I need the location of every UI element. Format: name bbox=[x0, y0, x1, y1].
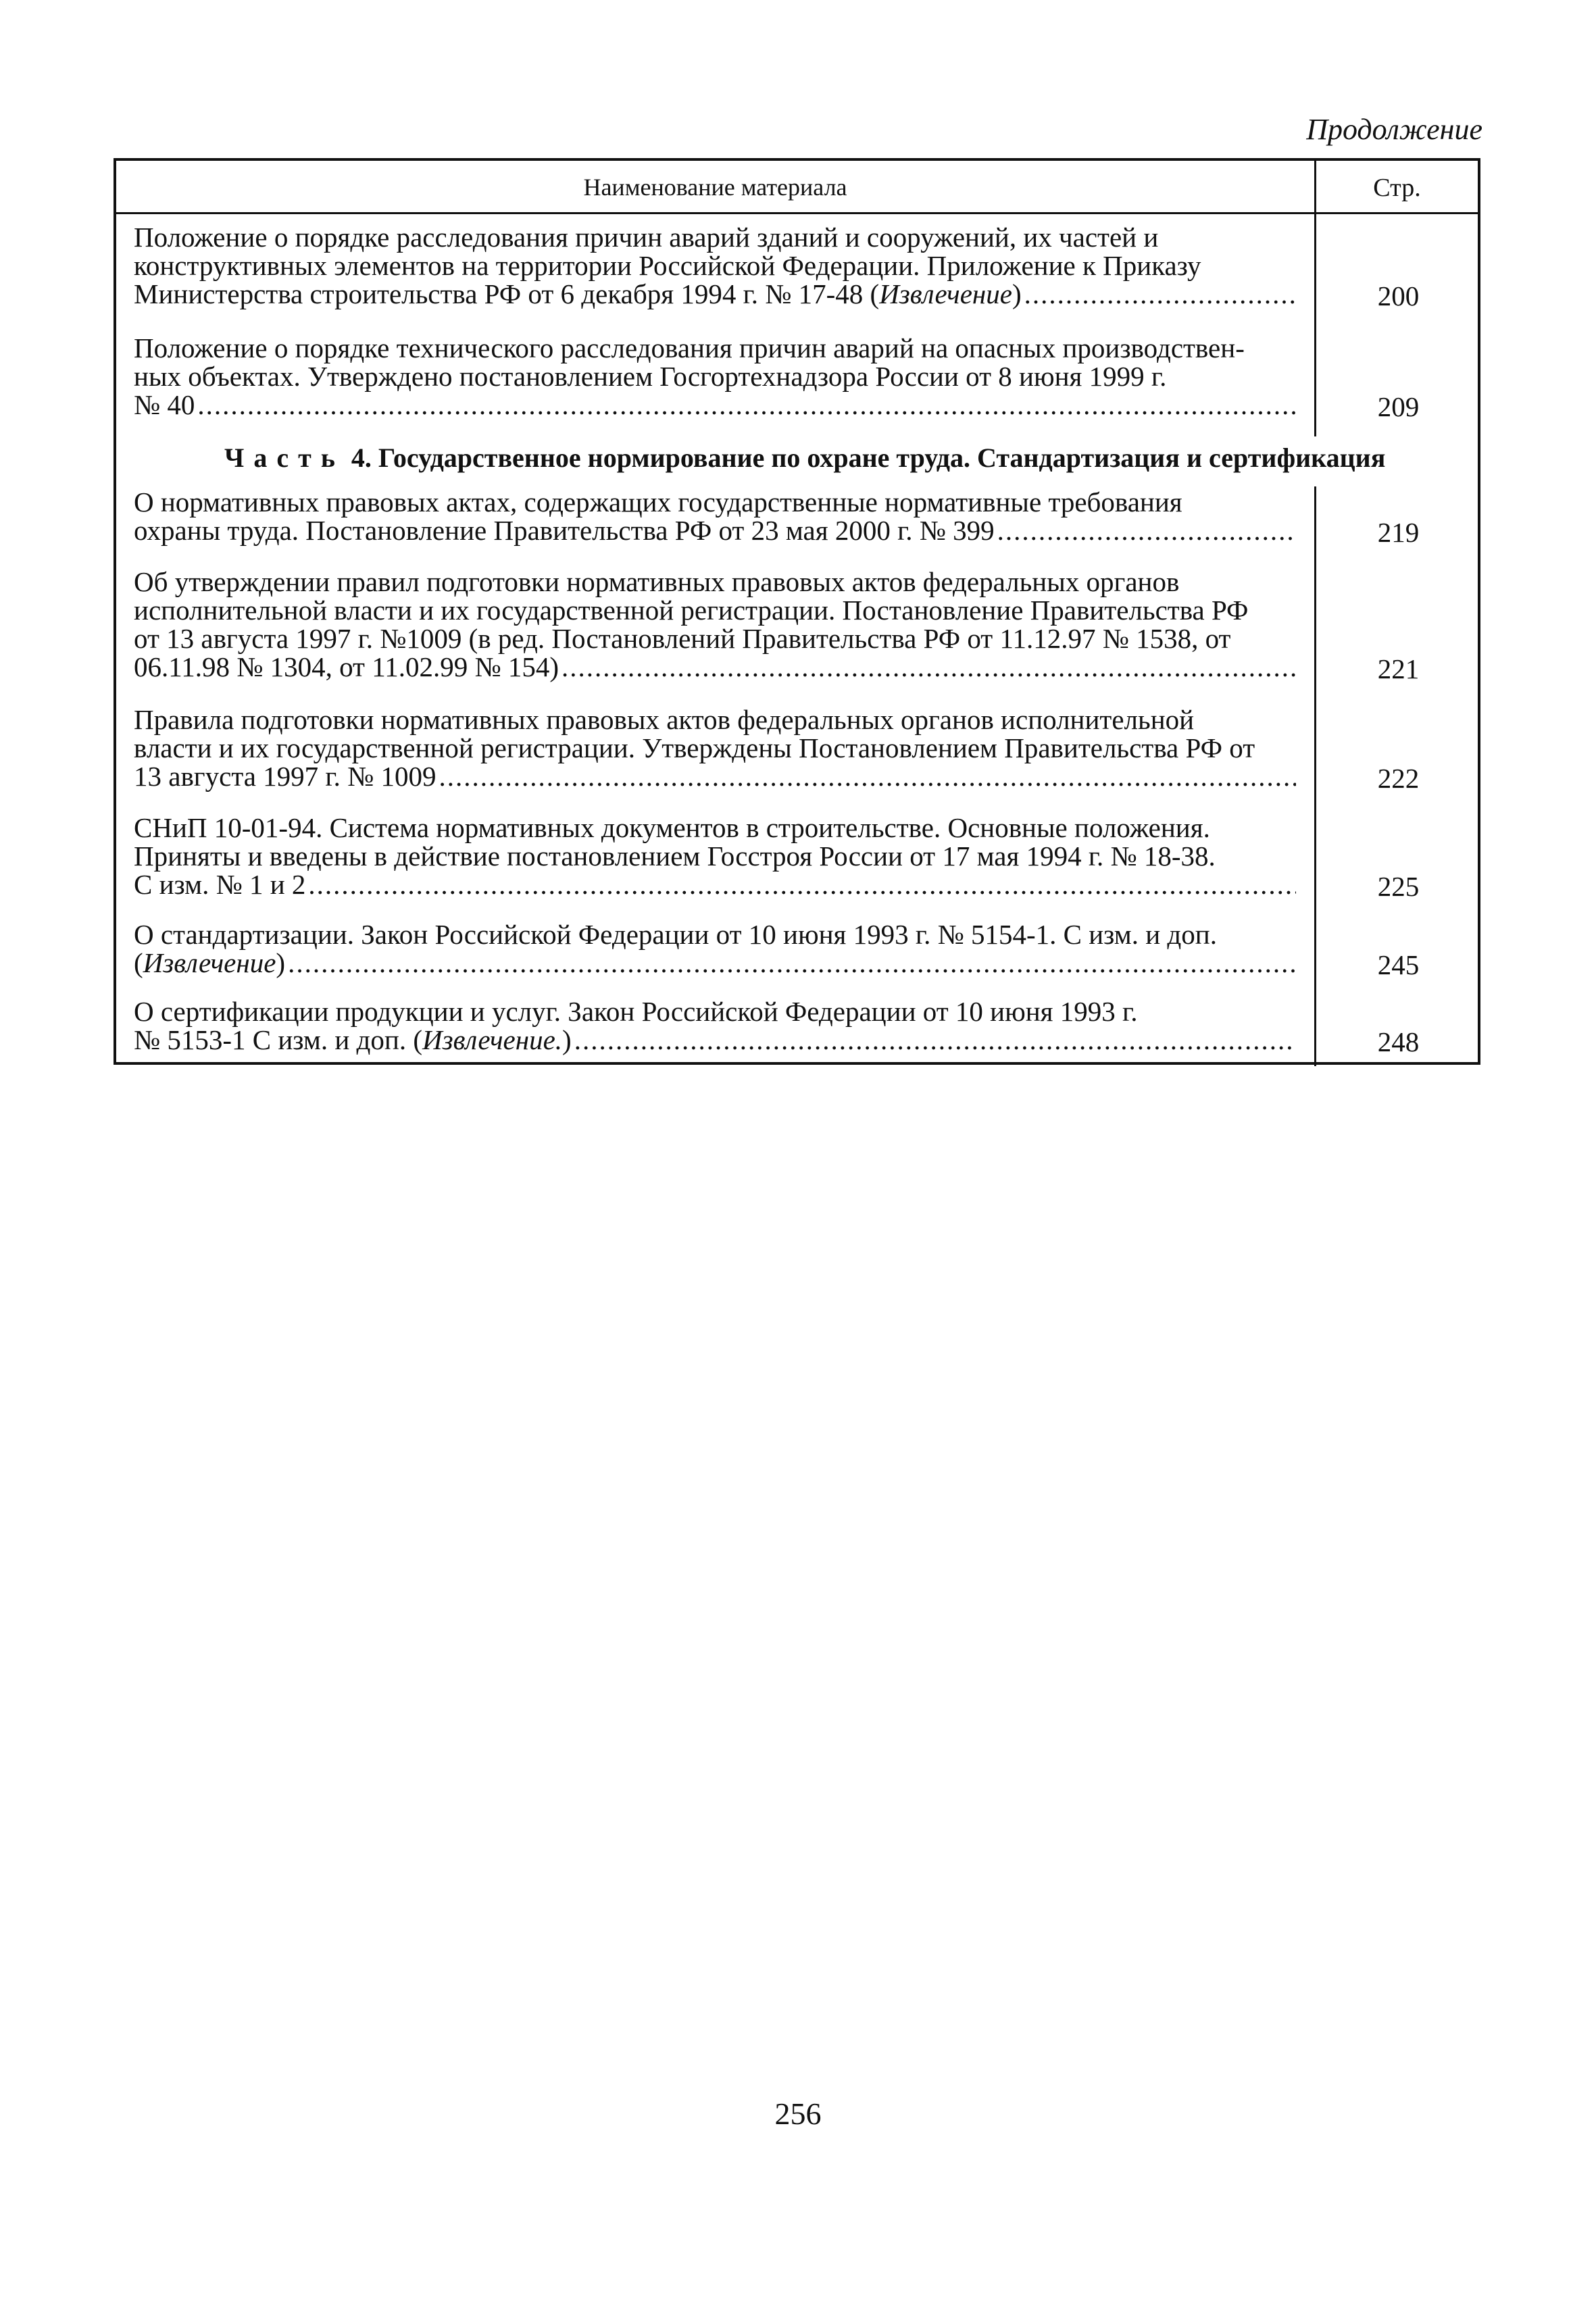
entry-text: № 5153-1 С изм. и доп. ( bbox=[134, 1024, 423, 1055]
entry-text-line: конструктивных элементов на территории Российской Федерации. Приложение к Приказу bbox=[134, 250, 1201, 281]
entry-italic-note: Извлечение bbox=[879, 278, 1012, 309]
section-heading bbox=[224, 442, 1495, 474]
toc-entry bbox=[134, 334, 1296, 419]
entry-text: № 40 bbox=[134, 389, 195, 420]
page-number: 245 bbox=[1377, 949, 1420, 980]
entry-text: 13 августа 1997 г. № 1009 bbox=[134, 761, 437, 792]
entry-text-line: СНиП 10-01-94. Система нормативных документов в строительстве. Основные положения. bbox=[134, 812, 1210, 843]
entry-text: охраны труда. Постановление Правительства РФ от 23 мая 2000 г. № 399 bbox=[134, 515, 995, 546]
entry-text-line: Положение о порядке технического расследования причин аварий на опасных производствен- bbox=[134, 332, 1245, 363]
entry-last-line bbox=[134, 870, 1296, 899]
entry-text-line: Положение о порядке расследования причин аварий зданий и сооружений, их частей и bbox=[134, 222, 1159, 253]
toc-entry bbox=[134, 568, 1296, 681]
leader-dots bbox=[308, 870, 1296, 899]
page-number: 200 bbox=[1377, 280, 1420, 311]
leader-dots bbox=[1024, 280, 1296, 308]
page-number: 222 bbox=[1377, 763, 1420, 794]
entry-text-end: ) bbox=[1012, 278, 1022, 309]
page-number: 225 bbox=[1377, 871, 1420, 902]
entry-text-line: ных объектах. Утверждено постановлением Госгортехнадзора России от 8 июня 1999 г. bbox=[134, 361, 1167, 392]
entry-text: ( bbox=[134, 947, 143, 978]
toc-entry bbox=[134, 813, 1296, 899]
entry-text: 06.11.98 № 1304, от 11.02.99 № 154) bbox=[134, 651, 559, 682]
toc-entry bbox=[134, 488, 1296, 545]
entry-italic-note: Извлечение. bbox=[422, 1024, 563, 1055]
page-footer-number: 256 bbox=[774, 2096, 822, 2131]
entry-italic-note: Извлечение bbox=[143, 947, 276, 978]
continuation-label: Продолжение bbox=[1306, 113, 1482, 146]
header-page: Стр. bbox=[1373, 174, 1421, 202]
leader-dots bbox=[288, 949, 1296, 977]
entry-last-line bbox=[134, 280, 1296, 308]
entry-text-line: Приняты и введены в действие постановлением Госстроя России от 17 мая 1994 г. № 18-38. bbox=[134, 840, 1216, 872]
entry-text-end: ) bbox=[276, 947, 286, 978]
entry-text-line: О нормативных правовых актах, содержащих государственные нормативные требования bbox=[134, 486, 1182, 518]
entry-text-line: Правила подготовки нормативных правовых актов федеральных органов исполнительной bbox=[134, 704, 1195, 735]
leader-dots bbox=[197, 391, 1296, 419]
entry-text-line: от 13 августа 1997 г. №1009 (в ред. Постановлений Правительства РФ от 11.12.97 № 1538, от bbox=[134, 623, 1231, 654]
entry-text: Министерства строительства РФ от 6 декабря 1994 г. № 17-48 ( bbox=[134, 278, 880, 309]
toc-entry bbox=[134, 705, 1296, 790]
entry-last-line bbox=[134, 391, 1296, 419]
contents-table bbox=[114, 158, 1480, 1065]
entry-text: С изм. № 1 и 2 bbox=[134, 869, 306, 900]
toc-entry bbox=[134, 920, 1296, 977]
leader-dots bbox=[997, 516, 1296, 545]
entry-text-line: исполнительной власти и их государственной регистрации. Постановление Правительства РФ bbox=[134, 595, 1249, 626]
leader-dots bbox=[562, 653, 1296, 681]
page-number: 219 bbox=[1377, 517, 1420, 548]
page-number: 209 bbox=[1377, 391, 1420, 422]
entry-text-line: О стандартизации. Закон Российской Федерации от 10 июня 1993 г. № 5154-1. С изм. и доп. bbox=[134, 919, 1217, 950]
entry-text-line: О сертификации продукции и услуг. Закон Российской Федерации от 10 июня 1993 г. bbox=[134, 996, 1138, 1027]
entry-last-line bbox=[134, 949, 1296, 977]
entry-text-end: ) bbox=[562, 1024, 572, 1055]
leader-dots bbox=[439, 762, 1297, 790]
toc-entry bbox=[134, 997, 1296, 1054]
page-number: 248 bbox=[1377, 1026, 1420, 1057]
entry-text-line: власти и их государственной регистрации. Утверждены Постановлением Правительства РФ от bbox=[134, 732, 1255, 763]
toc-entry bbox=[134, 223, 1296, 308]
page-number: 221 bbox=[1377, 653, 1420, 684]
leader-dots bbox=[574, 1026, 1296, 1054]
entry-last-line bbox=[134, 762, 1296, 790]
entry-last-line bbox=[134, 653, 1296, 681]
table-header bbox=[116, 161, 1478, 214]
entry-text-line: Об утверждении правил подготовки нормативных правовых актов федеральных органов bbox=[134, 566, 1180, 597]
entry-last-line bbox=[134, 1026, 1296, 1054]
entry-last-line bbox=[134, 516, 1296, 545]
section-prefix: Часть bbox=[224, 443, 345, 473]
header-material-name: Наименование материала bbox=[583, 174, 847, 201]
section-title: 4. Государственное нормирование по охране труда. Стандартизация и сертификация bbox=[344, 443, 1386, 473]
